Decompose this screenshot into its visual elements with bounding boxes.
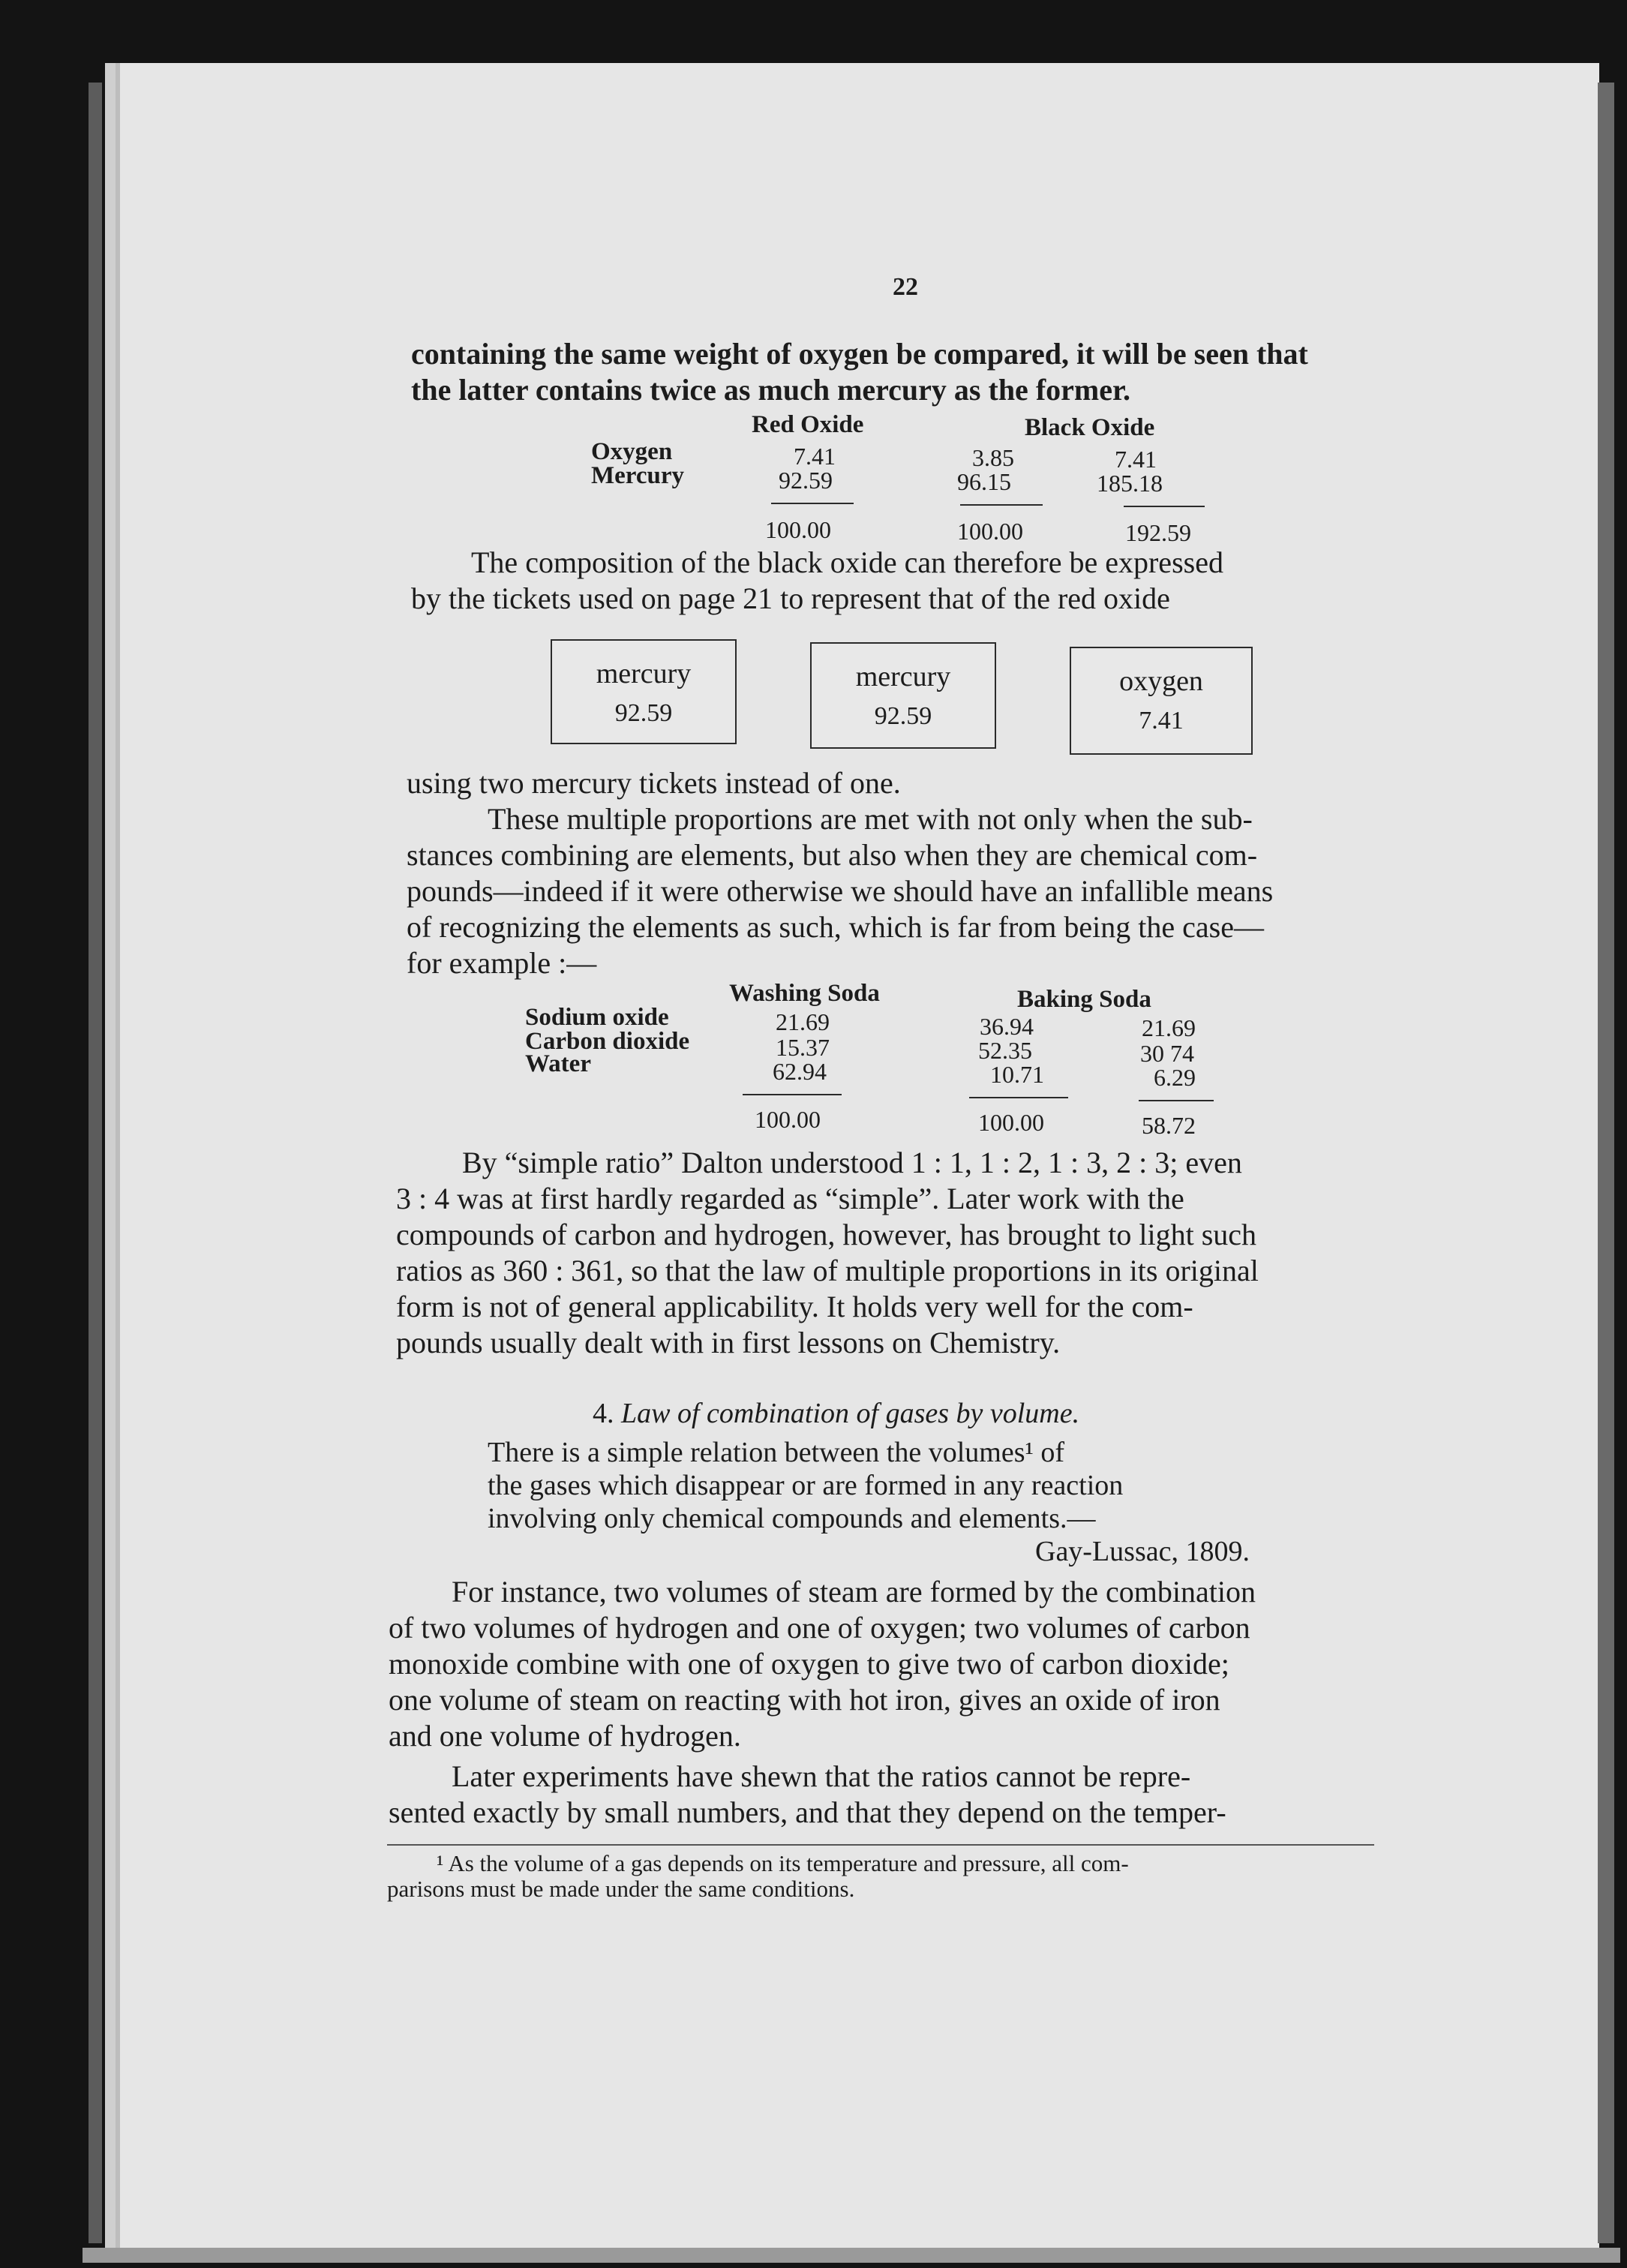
text-line: for example :— [407, 946, 597, 980]
text-line: of recognizing the elements as such, which is far from being the case— [407, 910, 1264, 944]
sum-rule [1139, 1100, 1214, 1101]
row-label: Mercury [591, 462, 684, 489]
table-cell: 92.59 [779, 467, 833, 494]
law-statement [488, 1436, 1298, 1586]
text-line: By “simple ratio” Dalton understood 1 : 1, 1 : 2, 1 : 3, 2 : 3; even [462, 1146, 1242, 1179]
text-line: and one volume of hydrogen. [389, 1719, 741, 1753]
text-line: monoxide combine with one of oxygen to give two of carbon dioxide; [389, 1647, 1229, 1681]
sum-rule [771, 503, 854, 504]
text-line: form is not of general applicability. It holds very well for the com- [396, 1290, 1193, 1323]
table-header: Black Oxide [1025, 414, 1155, 441]
text-line: parisons must be made under the same conditions. [387, 1876, 855, 1902]
table-cell: 7.41 [794, 443, 836, 470]
row-label: Water [525, 1050, 591, 1077]
section-number: 4. [593, 1398, 614, 1429]
section-heading [593, 1397, 1079, 1430]
book-left-edge [89, 83, 102, 2243]
text-line: containing the same weight of oxygen be compared, it will be seen that [411, 337, 1308, 371]
table-cell: 21.69 [776, 1008, 830, 1035]
dalton-paragraph [396, 1145, 1401, 1370]
table-total: 100.00 [765, 516, 831, 543]
table-cell: 96.15 [957, 468, 1011, 495]
table-total: 192.59 [1125, 519, 1191, 546]
soda-table [525, 980, 1230, 1145]
text-line: Later experiments have shewn that the ratios cannot be repre- [452, 1759, 1191, 1793]
text-line: the gases which disappear or are formed in any reaction [488, 1470, 1124, 1501]
text-line: The composition of the black oxide can therefore be expressed [471, 545, 1223, 579]
table-cell: 7.41 [1115, 446, 1157, 473]
intro-paragraph [411, 336, 1401, 419]
later-paragraph [389, 1759, 1401, 1841]
table-header: Baking Soda [1017, 986, 1151, 1013]
oxygen-ticket [1070, 647, 1253, 755]
sum-rule [960, 504, 1043, 506]
table-cell: 21.69 [1142, 1014, 1196, 1041]
text-line: stances combining are elements, but also when they are chemical com- [407, 838, 1258, 872]
mercury-ticket [551, 639, 737, 744]
table-cell: 62.94 [773, 1058, 827, 1085]
oxide-table [585, 411, 1245, 546]
table-header: Red Oxide [752, 411, 864, 438]
page-bottom-edge [83, 2248, 1620, 2263]
sum-rule [969, 1097, 1068, 1098]
text-line: There is a simple relation between the volumes¹ of [488, 1437, 1065, 1468]
table-cell: 185.18 [1097, 470, 1163, 497]
table-total: 100.00 [957, 518, 1023, 545]
table-cell: 30 74 [1140, 1040, 1194, 1067]
table-total: 100.00 [755, 1106, 821, 1133]
table-cell: 52.35 [978, 1037, 1032, 1064]
table-cell: 6.29 [1154, 1064, 1196, 1091]
text-line: pounds—indeed if it were otherwise we should have an infallible means [407, 874, 1274, 908]
text-line: pounds usually dealt with in first lessons on Chemistry. [396, 1326, 1061, 1359]
text-line: compounds of carbon and hydrogen, however, has brought to light such [396, 1218, 1257, 1251]
ticket-value: 7.41 [1139, 707, 1184, 734]
table-header: Washing Soda [729, 980, 880, 1007]
page-number: 22 [893, 273, 918, 301]
text-line: by the tickets used on page 21 to represent that of the red oxide [411, 581, 1170, 615]
law-attribution: Gay-Lussac, 1809. [1035, 1536, 1250, 1567]
footnote [387, 1850, 1392, 1910]
row-label: Oxygen [591, 438, 673, 465]
text-line: 3 : 4 was at first hardly regarded as “simple”. Later work with the [396, 1182, 1184, 1215]
table-total: 58.72 [1142, 1112, 1196, 1139]
mercury-ticket [810, 642, 996, 749]
table-cell: 3.85 [972, 444, 1014, 471]
text-line: involving only chemical compounds and elements.— [488, 1503, 1096, 1534]
row-label: Carbon dioxide [525, 1028, 690, 1055]
ticket-name: mercury [855, 661, 951, 692]
ticket-value: 92.59 [874, 702, 932, 730]
text-line: These multiple proportions are met with not only when the sub- [488, 802, 1253, 836]
table-cell: 15.37 [776, 1034, 830, 1061]
book-right-edge [1598, 83, 1614, 2243]
text-line: sented exactly by small numbers, and that they depend on the temper- [389, 1795, 1226, 1829]
text-line: using two mercury tickets instead of one. [407, 766, 901, 800]
section-title: Law of combination of gases by volume. [621, 1398, 1080, 1429]
multiple-proportions-paragraph [407, 765, 1404, 990]
sum-rule [1124, 506, 1205, 507]
table-cell: 36.94 [980, 1013, 1034, 1040]
table-cell: 10.71 [990, 1061, 1044, 1088]
row-label: Sodium oxide [525, 1004, 669, 1031]
sum-rule [743, 1094, 842, 1095]
table-total: 100.00 [978, 1109, 1044, 1136]
ticket-value: 92.59 [614, 699, 673, 727]
text-line: of two volumes of hydrogen and one of oxygen; two volumes of carbon [389, 1611, 1250, 1645]
text-line: ¹ As the volume of a gas depends on its temperature and pressure, all com- [437, 1850, 1129, 1876]
text-line: ratios as 360 : 361, so that the law of multiple proportions in its original [396, 1254, 1259, 1287]
ticket-name: mercury [596, 658, 692, 689]
composition-paragraph [411, 545, 1401, 627]
text-line: one volume of steam on reacting with hot iron, gives an oxide of iron [389, 1683, 1220, 1717]
instance-paragraph [389, 1574, 1401, 1769]
text-line: the latter contains twice as much mercury as the former. [411, 373, 1131, 407]
footnote-rule [387, 1844, 1374, 1846]
ticket-name: oxygen [1119, 665, 1203, 697]
text-line: For instance, two volumes of steam are formed by the combination [452, 1575, 1256, 1609]
